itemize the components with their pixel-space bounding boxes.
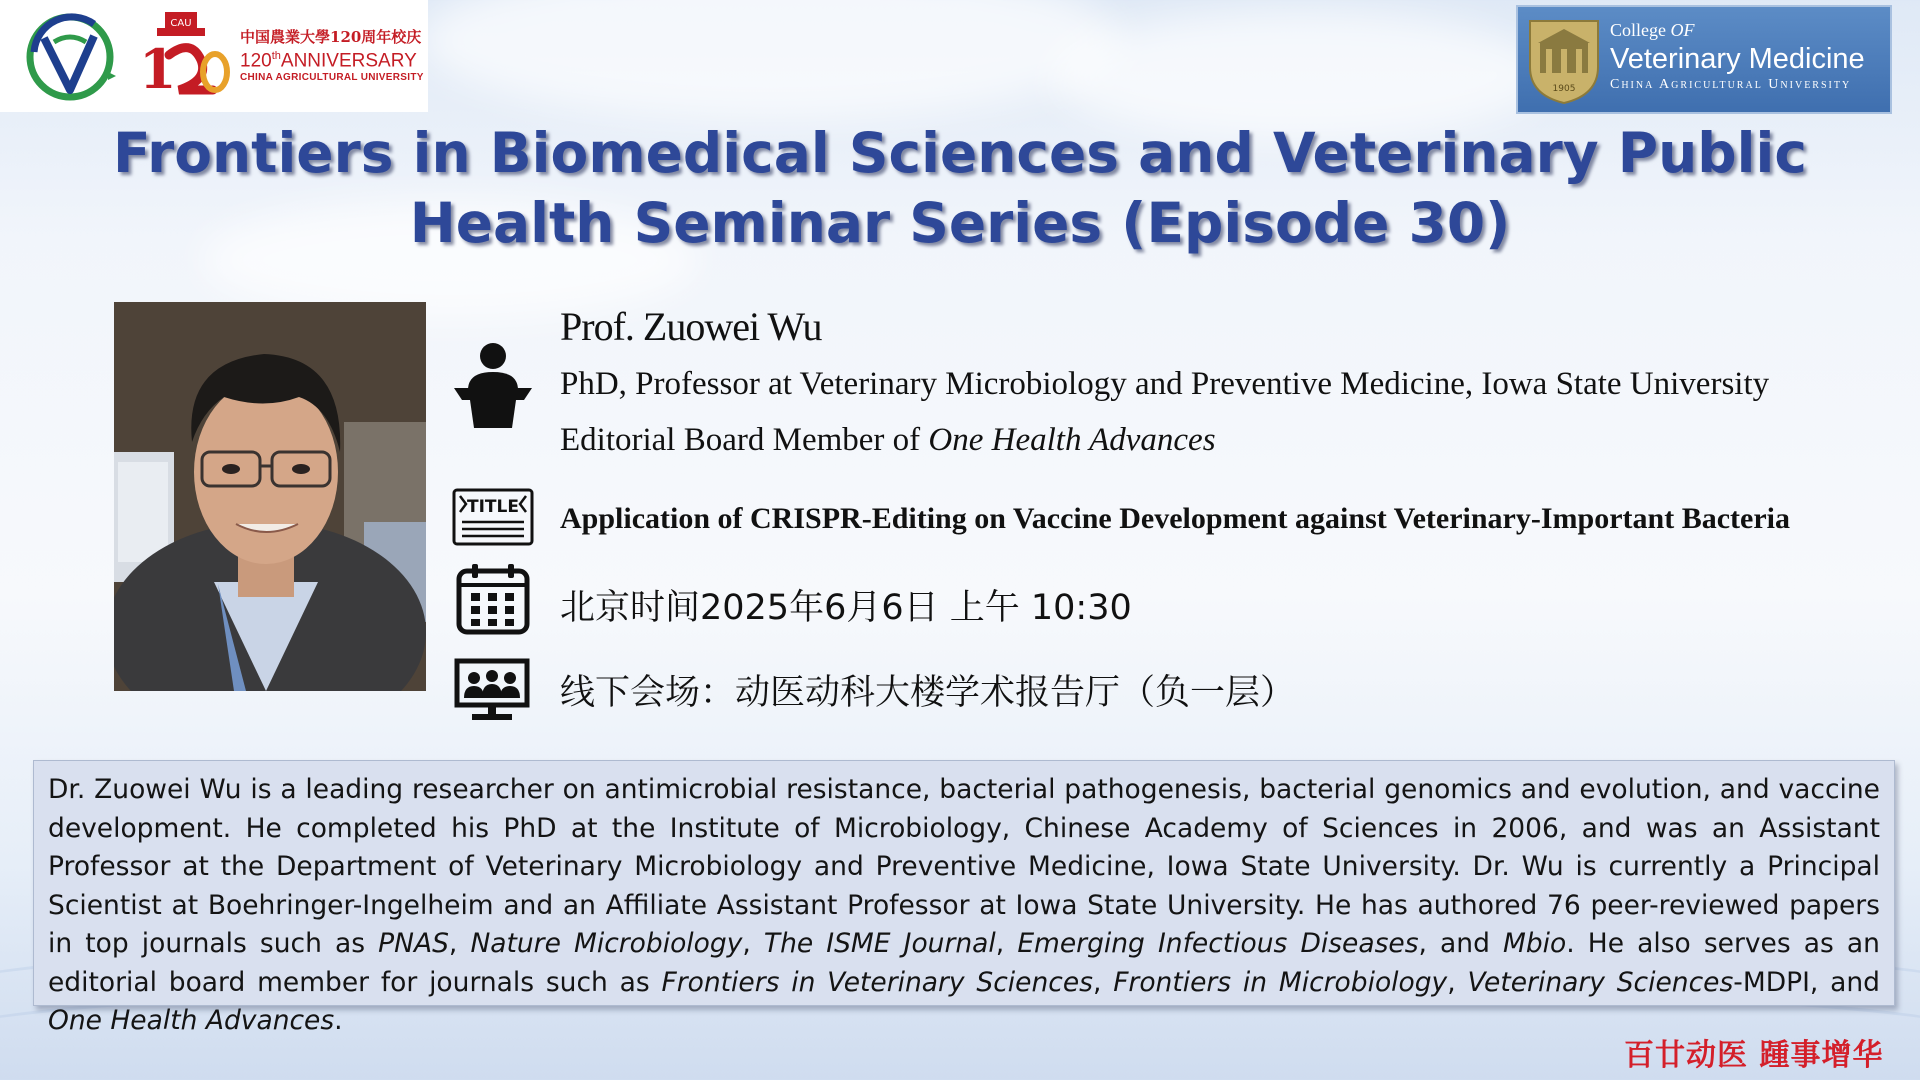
svg-text:1: 1 (139, 37, 177, 101)
bio-journal: Nature Microbiology (470, 928, 743, 959)
bio-journal: PNAS (378, 928, 449, 959)
bio-text: -MDPI, and (1733, 966, 1880, 998)
bio-text: , (1447, 966, 1468, 998)
bio-journal: Veterinary Sciences (1467, 966, 1734, 998)
seminar-time: 北京时间2025年6月6日 上午 10:30 (560, 588, 1132, 628)
anniversary-number: 120 (240, 50, 272, 72)
120th-anniversary-emblem-icon (131, 10, 231, 102)
anniversary-suffix: th (271, 50, 281, 62)
bio-text: Dr. Zuowei Wu is a leading researcher on antimicrobial resistance, bacterial pathogenesis, bacterial genomics and evolution, and vaccine development. He completed his PhD at the Institute of Microbiology, Chinese Academy of Sciences in 2006, and was an Assistant Professor at the Department of Veterinary Microbiology and Preventive Medicine, Iowa State University. Dr. Wu is currently a Principal Scientist at Boehringer-Ingelheim and an Affiliate Assistant Professor at Iowa State University. He has authored 76 peer-reviewed papers in top journals such as (48, 774, 1880, 959)
talk-title: Application of CRISPR-Editing on Vaccine Development against Veterinary-Important Bacteria (560, 502, 1790, 535)
svg-text:CAU: CAU (170, 18, 192, 29)
speaker-biography (33, 760, 1895, 1036)
bio-journal: Emerging Infectious Diseases (1017, 928, 1419, 959)
speaker-position: PhD, Professor at Veterinary Microbiology and Preventive Medicine, Iowa State University (560, 366, 1770, 402)
college-prefix (1610, 19, 1865, 41)
bio-journal: One Health Advances (48, 1005, 335, 1036)
cvm-v-logo-icon (24, 12, 118, 102)
bio-journal: Frontiers in Veterinary Sciences (661, 966, 1093, 998)
anniversary-logo-banner (0, 0, 428, 112)
seminar-title-line1: Frontiers in Biomedical Sciences and Veterinary Public (113, 121, 1807, 185)
bio-text: , (995, 928, 1018, 959)
college-of-word: OF (1670, 20, 1695, 40)
college-crest-icon (1526, 15, 1602, 106)
footer-slogan: 百廿动医 踵事增华 (1624, 1038, 1884, 1073)
bio-text: , and (1418, 928, 1503, 959)
lecturer-icon (452, 342, 534, 430)
college-word: College (1610, 20, 1666, 40)
bio-text: , (448, 928, 471, 959)
bio-text: , (1092, 966, 1114, 998)
title-icon-label: TITLE (467, 497, 519, 517)
bio-journal: Frontiers in Microbiology (1113, 966, 1448, 998)
anniversary-cn-text: 中国農業大學120周年校庆 (240, 28, 422, 46)
anniversary-word: ANNIVERSARY (280, 50, 417, 72)
anniversary-text (240, 28, 424, 85)
bio-text: , (742, 928, 764, 959)
college-name: Veterinary Medicine (1610, 43, 1865, 75)
bio-journal: Mbio (1503, 928, 1567, 959)
presentation-icon (454, 658, 530, 722)
bio-text: . (334, 1005, 343, 1036)
calendar-icon (456, 563, 530, 635)
seminar-venue: 线下会场：动医动科大楼学术报告厅（负一层） (560, 673, 1296, 713)
bio-journal: The ISME Journal (763, 928, 996, 959)
speaker-editorial-role (560, 422, 1216, 459)
editorial-role-prefix: Editorial Board Member of (560, 422, 929, 458)
college-university: China Agricultural University (1610, 77, 1852, 92)
college-text (1610, 19, 1865, 93)
anniversary-en-text (240, 46, 424, 71)
speaker-photo (114, 302, 426, 691)
title-icon (452, 488, 534, 546)
college-logo-banner (1516, 5, 1892, 114)
seminar-title-line2: Health Seminar Series (Episode 30) (409, 191, 1511, 255)
seminar-title (100, 118, 1820, 258)
svg-text:1905: 1905 (1552, 84, 1576, 94)
bio-text: . He also serves as an editorial board member for journals such as (48, 928, 1880, 998)
background-cloud (420, 0, 1120, 120)
speaker-portrait-image (114, 302, 426, 691)
speaker-name: Prof. Zuowei Wu (560, 304, 822, 349)
editorial-role-journal: One Health Advances (928, 422, 1216, 458)
anniversary-university-text: CHINA AGRICULTURAL UNIVERSITY (240, 72, 424, 84)
